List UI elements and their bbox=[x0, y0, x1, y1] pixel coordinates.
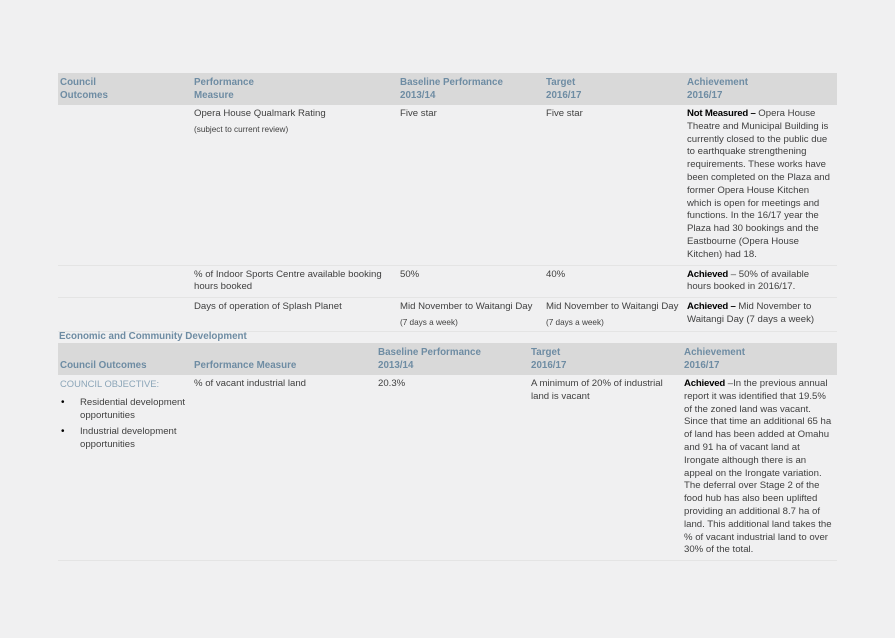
cell-target: Five star bbox=[544, 105, 685, 265]
achievement-status: Achieved – bbox=[687, 301, 736, 313]
header-baseline: Baseline Performance 2013/14 bbox=[376, 343, 529, 375]
header-performance-measure: Performance Measure bbox=[192, 343, 376, 375]
measure-note: (subject to current review) bbox=[194, 124, 289, 134]
cell-outcome bbox=[58, 105, 192, 265]
performance-table-recreation bbox=[58, 73, 837, 332]
cell-outcome bbox=[58, 298, 192, 332]
cell-target: 40% bbox=[544, 265, 685, 298]
cell-outcome bbox=[58, 375, 192, 561]
header-performance-measure: Performance Measure bbox=[192, 73, 398, 105]
cell-baseline: Mid November to Waitangi Day (7 days a week) bbox=[398, 298, 544, 332]
cell-achievement: Achieved – 50% of available hours booked in 2016/17. bbox=[685, 265, 837, 298]
cell-outcome bbox=[58, 265, 192, 298]
table-header-row bbox=[58, 343, 837, 375]
council-objective-label: COUNCIL OBJECTIVE: bbox=[60, 378, 160, 389]
header-achievement: Achievement 2016/17 bbox=[682, 343, 837, 375]
cell-baseline: 20.3% bbox=[376, 375, 529, 561]
cell-baseline: 50% bbox=[398, 265, 544, 298]
header-achievement: Achievement 2016/17 bbox=[685, 73, 837, 105]
cell-measure: % of vacant industrial land bbox=[192, 375, 376, 561]
section-title: Economic and Community Development bbox=[59, 331, 247, 342]
header-target: Target 2016/17 bbox=[544, 73, 685, 105]
baseline-note: (7 days a week) bbox=[400, 317, 458, 327]
cell-achievement: Achieved – Mid November to Waitangi Day (7 days a week) bbox=[685, 298, 837, 332]
cell-measure: Days of operation of Splash Planet bbox=[192, 298, 398, 332]
cell-achievement: Achieved –In the previous annual report it was identified that 19.5% of the zoned land was vacant. Since that time an additional 65 ha of land has been added at Omahu and 91 ha of vacant land at Irongate although there is an appeal on the Irongate variation. The deferral over Stage 2 of the food hub has also been uplifted providing an additional 8.7 ha of land. This additional land takes the % of vacant industrial land to over 30% of the total. bbox=[682, 375, 837, 561]
list-item: • Residential development opportunities bbox=[60, 397, 190, 423]
header-council-outcomes: Council Outcomes bbox=[58, 343, 192, 375]
cell-achievement: Not Measured – Opera House Theatre and Municipal Building is currently closed to the public due to earthquake strengthening requirements. These works have been completed on the Plaza and former Opera House Kitchen which is open for meetings and functions. In the 16/17 year the Plaza had 30 bookings and the Eastbourne (Opera House Kitchen) had 18. bbox=[685, 105, 837, 265]
table-row bbox=[58, 105, 837, 265]
table-row bbox=[58, 375, 837, 561]
cell-measure: Opera House Qualmark Rating (subject to current review) bbox=[192, 105, 398, 265]
achievement-status: Not Measured – bbox=[687, 108, 756, 119]
objective-list bbox=[60, 397, 190, 452]
table-row bbox=[58, 265, 837, 298]
cell-measure: % of Indoor Sports Centre available booking hours booked bbox=[192, 265, 398, 298]
economic-development-table bbox=[58, 343, 837, 561]
header-baseline: Baseline Performance 2013/14 bbox=[398, 73, 544, 105]
achievement-status: Achieved bbox=[687, 268, 729, 280]
table-row bbox=[58, 298, 837, 332]
target-note: (7 days a week) bbox=[546, 317, 604, 327]
cell-baseline: Five star bbox=[398, 105, 544, 265]
achievement-status: Achieved bbox=[684, 378, 726, 389]
table-header-row bbox=[58, 73, 837, 105]
cell-target: Mid November to Waitangi Day (7 days a week) bbox=[544, 298, 685, 332]
header-target: Target 2016/17 bbox=[529, 343, 682, 375]
list-item: • Industrial development opportunities bbox=[60, 426, 190, 452]
cell-target: A minimum of 20% of industrial land is vacant bbox=[529, 375, 682, 561]
header-council-outcomes: Council Outcomes bbox=[58, 73, 192, 105]
